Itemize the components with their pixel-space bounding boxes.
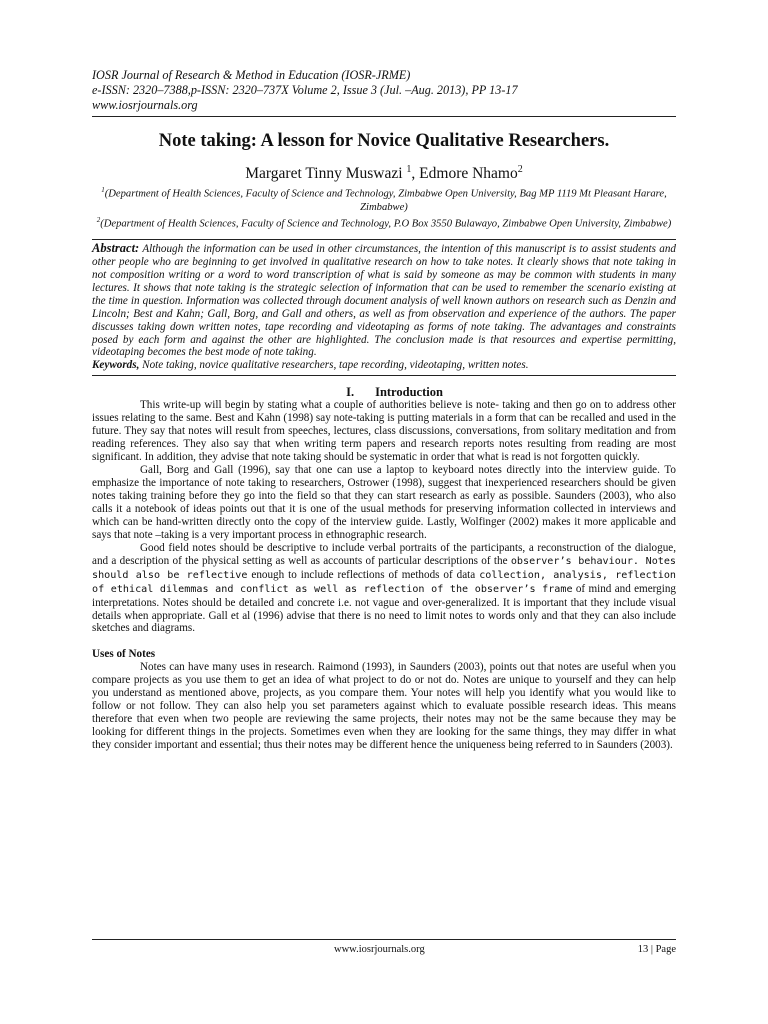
keywords-label: Keywords,: [92, 359, 140, 372]
footer-site[interactable]: www.iosrjournals.org: [334, 944, 425, 955]
affiliation-2-text: (Department of Health Sciences, Faculty of Science and Technology, P.O Box 3550 Bulawayo, Zimbabwe Open University, Zimbabwe): [100, 218, 672, 230]
intro-p3-part-b: enough to include reflections of methods of data: [247, 568, 480, 581]
affiliation-1-sup: 1: [101, 186, 105, 195]
section-title: Introduction: [375, 385, 443, 400]
affiliation-2: [92, 214, 676, 231]
affiliation-1: [92, 184, 676, 214]
abstract-text: Although the information can be used in other circumstances, the intention of this manuscript is to assist students and other people who are beginning to get involved in qualitative research on how to take notes. It clearly shows that note taking in not composition writing or a word to word transcription of what is said by someone as may be common with students in many lectures. It shows that note taking is the strategic selection of information that can be used to remember the scenario existing at the time in question. Information was collected through document analysis of well known authors on research such as Denzin and Lincoln; Best and Kahn; Gall, Borg, and Gall and others, as well as from observation and experience of the authors. The paper discusses taking down written notes, tape recording and videotaping as forms of note taking. The advantages and constraints posed by each form and against the other are highlighted. The conclusion made is that resources and expertise permitting, videotaping becomes the best mode of note taking.: [92, 243, 676, 359]
footer-page-number: 13 | Page: [637, 944, 676, 955]
intro-p3-mono-a: observer’s behaviour. Notes should also be reflective: [92, 555, 676, 581]
intro-paragraph-1: This write-up will begin by stating what a couple of authorities believe is note- taking and then go on to address other issues relating to the same. Best and Kahn (1998) say note-taking is putting materials in a form that can be recalled and used in the future. They say that notes will result from speeches, lectures, class discussions, conversations, from solitary meditation and from reading references. They also say that when writing term papers and research reports notes resulting from reading are most significant. In addition, they advise that note taking should be systematic in order that what is read is not forgotten quickly.: [92, 399, 676, 464]
author-separator: ,: [411, 165, 420, 183]
keywords: [92, 359, 676, 372]
keywords-text: Note taking, novice qualitative researchers, tape recording, videotaping, written notes.: [139, 359, 529, 372]
abstract: [92, 242, 676, 359]
author-line: [92, 161, 676, 183]
paper-page: [92, 68, 676, 752]
intro-p3-part-a: Good field notes should be descriptive to include verbal portraits of the participants, a reconstruction of the dialogue, and a description of the physical setting as well as accounts of particular descriptions of the: [92, 541, 676, 567]
journal-header: [92, 68, 676, 113]
journal-issn: e-ISSN: 2320–7388,p-ISSN: 2320–737X Volume 2, Issue 3 (Jul. –Aug. 2013), PP 13-17: [92, 83, 518, 97]
author-2: Edmore Nhamo: [419, 165, 518, 183]
author-1-sup: 1: [406, 164, 412, 175]
section-number: I.: [346, 385, 355, 400]
abstract-label: Abstract:: [92, 241, 140, 256]
journal-site[interactable]: www.iosrjournals.org: [92, 98, 198, 112]
author-1: Margaret Tinny Muswazi: [245, 165, 407, 183]
affiliation-1-text: (Department of Health Sciences, Faculty of Science and Technology, Zimbabwe Open University, Bag MP 1119 Mt Pleasant Harare, Zimbabwe): [104, 188, 667, 213]
journal-name: IOSR Journal of Research & Method in Education (IOSR-JRME): [92, 68, 411, 82]
section-heading-introduction: [92, 385, 676, 399]
abstract-bottom-divider: [92, 375, 676, 376]
paper-title: Note taking: A lesson for Novice Qualitative Researchers.: [158, 131, 610, 151]
abstract-top-divider: [92, 239, 676, 240]
author-2-sup: 2: [517, 164, 523, 175]
intro-p3-mono-b: collection, analysis, reflection of ethical dilemmas and conflict as well as reflection of the observer’s frame: [92, 569, 676, 595]
intro-paragraph-2: Gall, Borg and Gall (1996), say that one can use a laptop to keyboard notes directly into the interview guide. To emphasize the importance of note taking to researchers, Ostrower (1998), suggest that inexperienced researchers should be given notes taking training before they go into the field so that they can start research as early as possible. Saunders (2003), who also calls it a notebook of ideas points out that it is one of the usual methods for preserving information collected in interviews and which can be hand-written directly onto the copy of the interview guide. Lastly, Wolfinger (2002) makes it more applicable and says that note –taking is a very important process in ethnographic research.: [92, 464, 676, 541]
header-divider: [92, 116, 676, 117]
page-footer: [92, 939, 676, 955]
affiliation-2-sup: 2: [96, 215, 101, 224]
intro-p3-part-c: of mind and emerging interpretations. Notes should be detailed and concrete i.e. not vague and over-generalized. It is important that they include visual details when appropriate. Gall et al (1996) advise that there is no need to limit notes to words only and that they can also include sketches and diagrams.: [92, 582, 676, 635]
uses-paragraph-1: Notes can have many uses in research. Raimond (1993), in Saunders (2003), points out that notes are useful when you compare projects as you use them to get an idea of what project to do or not do. Notes are unique to yourself and they can help you understand as mentioned above, projects, as you compare them. Your notes will help you identify what you would like to follow or not follow. They can also help you set parameters against which to evaluate possible research ideas. This means therefore that even when two people are reviewing the same projects, their notes may not be the same because they may be looking for different things in the projects. Sometimes even when they are looking for the same things, they may differ in what they consider important and essential; thus their notes may be different hence the uniqueness being referred to in Saunders (2003).: [92, 661, 676, 752]
subsection-heading-uses: Uses of Notes: [92, 648, 156, 661]
intro-paragraph-3: [92, 542, 676, 636]
